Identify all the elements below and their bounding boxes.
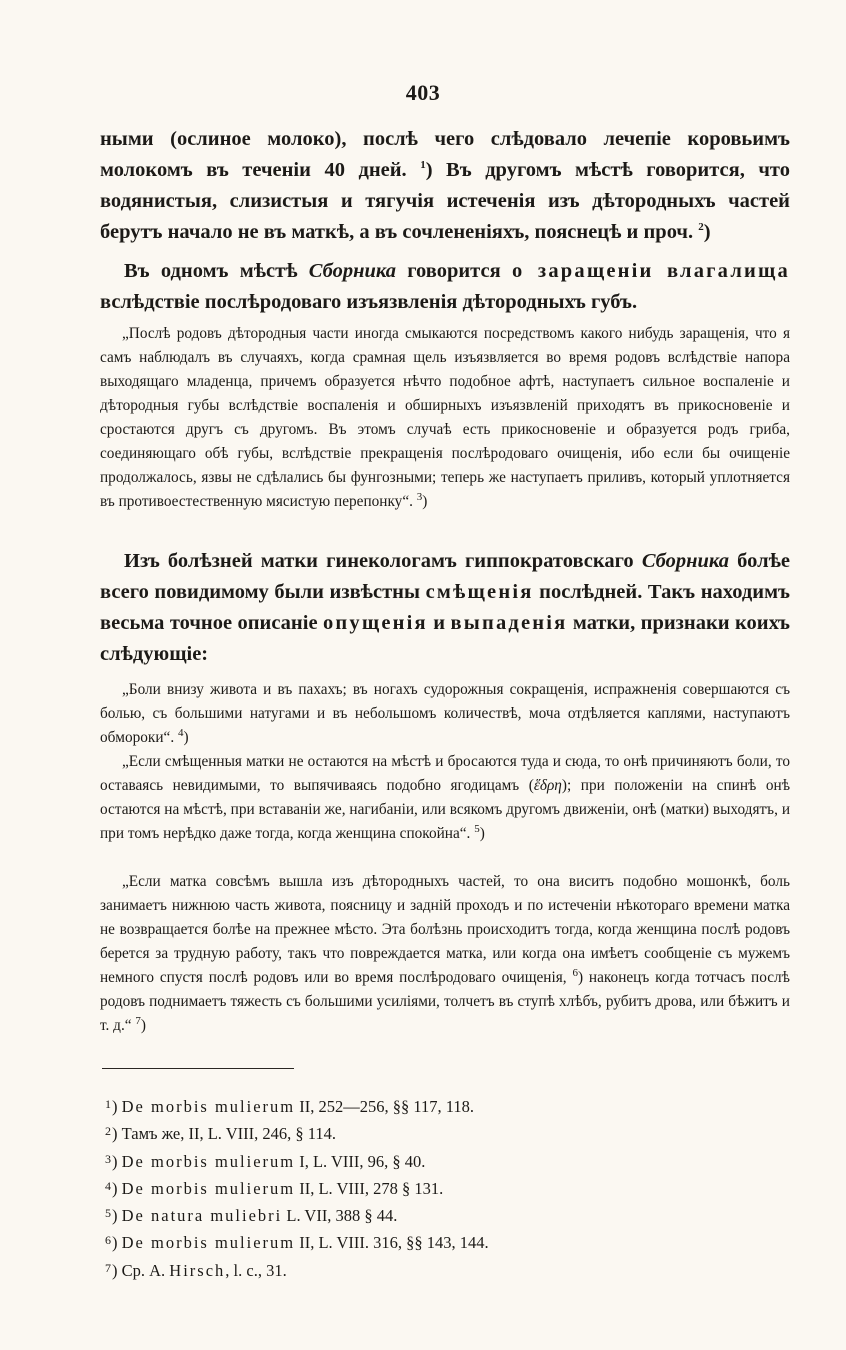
footnote: $^2$) Тамъ же, II, L. VIII, 246, § 114. (105, 1124, 337, 1144)
quote-2-text: „Боли внизу живота и въ пахахъ; въ ногахъ судорожныя сокращенія, испражненія совершаются съ болью, съ большими натугами и въ небольшомъ количествѣ, моча отдѣляется каплями, наступаютъ обмороки“. (100, 681, 790, 746)
paragraph-3-text: Изъ болѣзней матки гинекологамъ гиппократовскаго (124, 550, 642, 572)
quote-3-end: ) (479, 825, 485, 842)
footnote-ref-2[interactable]: 2 (698, 221, 704, 234)
footnote-source: De morbis mulierum (121, 1151, 296, 1171)
footnote: $^3$) De morbis mulierum I, L. VIII, 96, § 40. (105, 1151, 426, 1171)
paragraph-1-text-3: ) (703, 221, 711, 243)
quote-2-end: ) (183, 729, 189, 746)
footnote-author: Hirsch (169, 1260, 226, 1280)
footnote-text-2: , l. c., 31. (225, 1260, 287, 1280)
paragraph-3 (100, 546, 790, 670)
spaced-term-zarashchenie: о заращеніи влагалища (511, 260, 790, 282)
quote-4-end: ) (140, 1017, 147, 1034)
quote-2 (100, 678, 790, 750)
footnote-source: De morbis mulierum (121, 1178, 296, 1198)
paragraph-2-text: Въ одномъ мѣстѣ (124, 260, 309, 282)
paragraph-1-text-2: ) Въ другомъ мѣстѣ говорится, что водянистыя, слизистыя и тягучія истеченія изъ дѣтородныхъ частей берутъ начало не въ маткѣ, а въ сочлененіяхъ, пояснецѣ и проч. (100, 159, 790, 243)
footnote-text: L. VII, 388 § 44. (282, 1206, 398, 1226)
footnote-source: De morbis mulierum (121, 1233, 296, 1253)
quote-3-text: „Если смѣщенныя матки не остаются на мѣстѣ и бросаются туда и сюда, то онѣ причиняютъ боли, то оставаясь невидимыми, то выпячиваясь подобно ягодицамъ ( (100, 753, 790, 794)
quote-4 (100, 870, 790, 1038)
quote-4-text-2: ) наконецъ когда тотчасъ послѣ родовъ поднимаетъ тяжесть съ большими усиліями, толчетъ въ ступѣ хлѣбъ, рубитъ дрова, или бѣжитъ и т. д.“ (100, 969, 790, 1034)
footnote-text: Тамъ же, II, L. VIII, 246, § 114. (121, 1124, 337, 1144)
footnote-text: II, L. VIII, 278 § 131. (295, 1178, 444, 1198)
paragraph-3-text-5: матки, признаки коихъ слѣдующіе: (100, 612, 790, 665)
footnote-source: De natura muliebri (121, 1206, 283, 1226)
quote-1 (100, 322, 790, 514)
paragraph-3-text-4: и (427, 612, 451, 634)
greek-term: ἕδρη (533, 777, 562, 794)
footnote-ref-7[interactable]: 7 (135, 1014, 141, 1027)
quote-1-text: „Послѣ родовъ дѣтородныя части иногда смыкаются посредствомъ какого нибудь заращенія, что я самъ наблюдалъ въ случаяхъ, когда срамная щель изъязвляется во время родовъ вслѣдствіе напора выходящаго младенца, причемъ образуется нѣчто подобное афтѣ, наступаетъ сильное воспаленіе и дѣтородныя губы вслѣдствіе воспаленія и обширныхъ изъязвленій приходятъ въ прикосновеніе и сростаются другъ съ другомъ. Въ этомъ случаѣ есть прикосновеніе и образуется родъ гриба, соединяющаго обѣ губы, вслѣдствіе прекращенія послѣродоваго очищенія, ибо если бы очищеніе продолжалось, язвы не сдѣлались бы фунгозными; теперь же наступаетъ приливъ, который уплотняется въ противоестественную мясистую перепонку“. (100, 325, 790, 510)
footnote-number: 3 (105, 1151, 111, 1166)
footnote-number: 5 (105, 1206, 111, 1221)
spaced-term-vypadenia: выпаденія (450, 612, 568, 634)
paragraph-2-text-3: вслѣдствіе послѣродоваго изъязвленія дѣтородныхъ губъ. (100, 291, 638, 313)
footnote-source: De morbis mulierum (121, 1097, 296, 1116)
footnote-number: 4 (105, 1178, 111, 1193)
emphasis-sbornik-2: Сборника (641, 550, 729, 572)
paragraph-2 (100, 256, 790, 318)
emphasis-sbornik: Сборника (308, 260, 396, 282)
spaced-term-opushchenia: опущенія (322, 612, 428, 634)
quote-3-text-2: ); при положеніи на спинѣ онѣ остаются на мѣстѣ, при вставаніи же, нагибаніи, или всякомъ другомъ движеніи, онѣ (матки) выходятъ, и при томъ нерѣдко даже тогда, когда женщина спокойна“. (100, 777, 790, 842)
footnote-ref-3[interactable]: 3 (416, 490, 423, 503)
footnote-number: 7 (105, 1260, 111, 1275)
footnote-ref-5[interactable]: 5 (474, 822, 480, 835)
footnote: $^1$) De morbis mulierum II, 252—256, §§ 117, 118. (105, 1097, 474, 1116)
footnote-number: 1 (105, 1097, 111, 1111)
footnote: $^5$) De natura muliebri L. VII, 388 § 44. (105, 1206, 398, 1226)
footnote-text: Ср. A. (121, 1260, 170, 1280)
footnote-ref-1[interactable]: 1 (420, 159, 426, 172)
paragraph-1 (100, 124, 790, 248)
quote-4-text: „Если матка совсѣмъ вышла изъ дѣтородныхъ частей, то она виситъ подобно мошонкѣ, боль занимаетъ нижнюю часть живота, поясницу и заднiй проходъ и по истеченіи нѣкотораго времени матка не возвращается болѣе на прежнее мѣсто. Эта болѣзнь происходитъ тогда, когда женщина послѣ родовъ берется за трудную работу, такъ что повреждается матка, или когда она имѣетъ сообщеніе съ мужемъ немного спустя послѣ родовъ или во время послѣродоваго очищенія, (100, 873, 790, 986)
footnote-divider (102, 1068, 294, 1069)
footnote: $^4$) De morbis mulierum II, L. VIII, 278 § 131. (105, 1178, 444, 1198)
footnote: $^6$) De morbis mulierum II, L. VIII. 316, §§ 143, 144. (105, 1233, 489, 1253)
footnotes (105, 1092, 705, 1283)
paragraph-2-text-2: говорится (395, 260, 512, 282)
paragraph-3-text-2: болѣе всего повидимому были извѣстны (100, 550, 790, 603)
quote-1-end: ) (422, 493, 428, 510)
footnote-number: 6 (105, 1233, 111, 1248)
footnote-text: II, L. VIII. 316, §§ 143, 144. (295, 1233, 489, 1253)
quote-3 (100, 750, 790, 846)
paragraph-1-text: ными (ослиное молоко), послѣ чего слѣдовало лечепіе коровьимъ молокомъ въ теченіи 40 дней. (100, 128, 790, 181)
page-number: 403 (405, 80, 441, 105)
spaced-term-smeshchenia: смѣщенія (425, 581, 534, 603)
footnote-ref-6[interactable]: 6 (572, 966, 578, 979)
footnote-ref-4[interactable]: 4 (177, 726, 184, 739)
footnote: $^7$) Ср. A. Hirsch, l. c., 31. (105, 1260, 287, 1280)
footnote-text: II, 252—256, §§ 117, 118. (295, 1097, 474, 1116)
footnote-text: I, L. VIII, 96, § 40. (295, 1151, 426, 1171)
footnote-number: 2 (105, 1124, 111, 1139)
paragraph-3-text-3: послѣдней. Такъ находимъ весьма точное описаніе (100, 581, 790, 634)
